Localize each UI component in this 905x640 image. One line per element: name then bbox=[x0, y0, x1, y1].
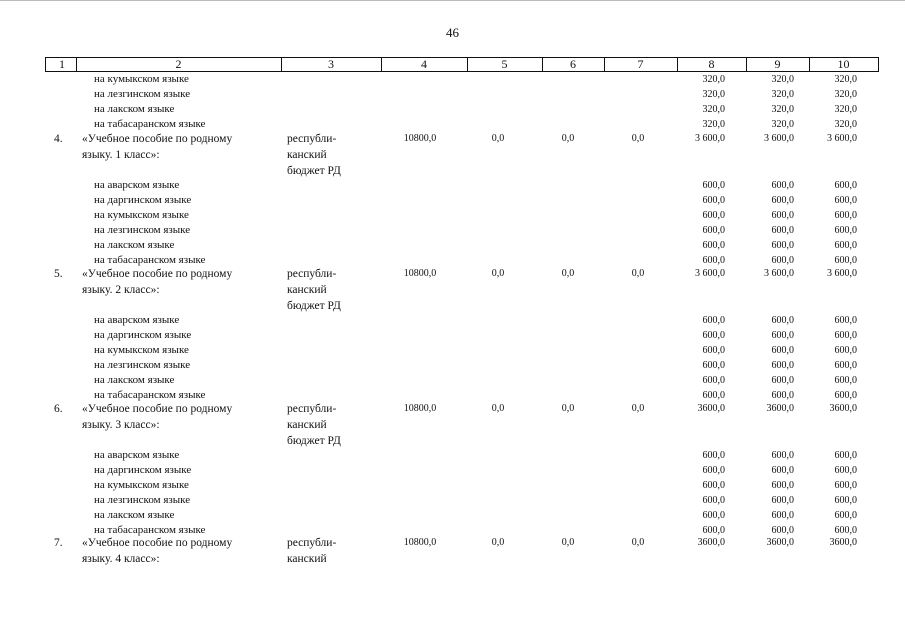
col-header-2: 2 bbox=[175, 57, 182, 71]
sub-row-label: на лакском языке bbox=[94, 374, 175, 386]
item-fund-line3: бюджет РД bbox=[287, 435, 341, 447]
sub-row-col8: 600,0 bbox=[702, 180, 725, 191]
sub-row-label: на кумыкском языке bbox=[94, 209, 189, 221]
col-header-9: 9 bbox=[774, 57, 781, 71]
sub-row-col9: 600,0 bbox=[771, 510, 794, 521]
lead-row-label: на лакском языке bbox=[94, 103, 175, 115]
item-number: 6. bbox=[54, 403, 63, 415]
item-col8: 3600,0 bbox=[697, 537, 725, 548]
sub-row-col9: 600,0 bbox=[771, 225, 794, 236]
sub-row-col10: 600,0 bbox=[834, 495, 857, 506]
item-fund-line2: канский bbox=[287, 419, 327, 431]
item-col9: 3600,0 bbox=[766, 537, 794, 548]
item-title-line2: языку. 2 класс»: bbox=[82, 284, 160, 296]
sub-row-label: на аварском языке bbox=[94, 179, 180, 191]
lead-row-col8: 320,0 bbox=[702, 89, 725, 100]
item-col5: 0,0 bbox=[491, 537, 505, 548]
sub-row-label: на даргинском языке bbox=[94, 194, 192, 206]
lead-row-col9: 320,0 bbox=[771, 89, 794, 100]
sub-row-col8: 600,0 bbox=[702, 360, 725, 371]
lead-row-col10: 320,0 bbox=[834, 74, 857, 85]
sub-row-col10: 600,0 bbox=[834, 225, 857, 236]
sub-row-col10: 600,0 bbox=[834, 525, 857, 536]
item-fund-line1: республи- bbox=[287, 268, 337, 280]
lead-row-col10: 320,0 bbox=[834, 89, 857, 100]
sub-row-label: на аварском языке bbox=[94, 314, 180, 326]
sub-row-col8: 600,0 bbox=[702, 345, 725, 356]
sub-row-col9: 600,0 bbox=[771, 315, 794, 326]
sub-row-col10: 600,0 bbox=[834, 330, 857, 341]
sub-row-col9: 600,0 bbox=[771, 465, 794, 476]
lead-row-col10: 320,0 bbox=[834, 119, 857, 130]
item-col7: 0,0 bbox=[631, 133, 645, 144]
item-col10: 3600,0 bbox=[829, 537, 857, 548]
sub-row-col10: 600,0 bbox=[834, 180, 857, 191]
sub-row-col10: 600,0 bbox=[834, 465, 857, 476]
sub-row-col8: 600,0 bbox=[702, 330, 725, 341]
sub-row-col8: 600,0 bbox=[702, 225, 725, 236]
sub-row-label: на табасаранском языке bbox=[94, 524, 206, 536]
lead-row-label: на лезгинском языке bbox=[94, 88, 191, 100]
sub-row-col10: 600,0 bbox=[834, 360, 857, 371]
sub-row-label: на лакском языке bbox=[94, 239, 175, 251]
item-number: 4. bbox=[54, 133, 63, 145]
item-col6: 0,0 bbox=[561, 268, 575, 279]
sub-row-col9: 600,0 bbox=[771, 195, 794, 206]
item-col10: 3 600,0 bbox=[827, 133, 857, 144]
sub-row-col9: 600,0 bbox=[771, 495, 794, 506]
item-fund-line1: республи- bbox=[287, 403, 337, 415]
item-col5: 0,0 bbox=[491, 268, 505, 279]
sub-row-label: на даргинском языке bbox=[94, 329, 192, 341]
sub-row-label: на табасаранском языке bbox=[94, 254, 206, 266]
sub-row-col9: 600,0 bbox=[771, 210, 794, 221]
sub-row-label: на лезгинском языке bbox=[94, 359, 191, 371]
sub-row-col10: 600,0 bbox=[834, 210, 857, 221]
item-col7: 0,0 bbox=[631, 403, 645, 414]
item-col9: 3600,0 bbox=[766, 403, 794, 414]
item-number: 5. bbox=[54, 268, 63, 280]
sub-row-label: на лезгинском языке bbox=[94, 494, 191, 506]
sub-row-col10: 600,0 bbox=[834, 390, 857, 401]
item-col6: 0,0 bbox=[561, 403, 575, 414]
item-number: 7. bbox=[54, 537, 63, 549]
item-col9: 3 600,0 bbox=[764, 133, 794, 144]
item-col8: 3600,0 bbox=[697, 403, 725, 414]
sub-row-col8: 600,0 bbox=[702, 510, 725, 521]
lead-row-col9: 320,0 bbox=[771, 104, 794, 115]
item-title-line1: «Учебное пособие по родному bbox=[82, 537, 233, 549]
sub-row-label: на лакском языке bbox=[94, 509, 175, 521]
lead-row-col10: 320,0 bbox=[834, 104, 857, 115]
sub-row-col8: 600,0 bbox=[702, 390, 725, 401]
lead-row-col8: 320,0 bbox=[702, 104, 725, 115]
page-number: 46 bbox=[446, 25, 459, 40]
sub-row-col9: 600,0 bbox=[771, 390, 794, 401]
lead-row-col8: 320,0 bbox=[702, 119, 725, 130]
item-title-line1: «Учебное пособие по родному bbox=[82, 133, 233, 145]
sub-row-col8: 600,0 bbox=[702, 495, 725, 506]
sub-row-col10: 600,0 bbox=[834, 255, 857, 266]
col-header-8: 8 bbox=[708, 57, 715, 71]
sub-row-col8: 600,0 bbox=[702, 480, 725, 491]
sub-row-col8: 600,0 bbox=[702, 255, 725, 266]
sub-row-col8: 600,0 bbox=[702, 465, 725, 476]
item-title-line1: «Учебное пособие по родному bbox=[82, 403, 233, 415]
item-col9: 3 600,0 bbox=[764, 268, 794, 279]
item-fund-line3: бюджет РД bbox=[287, 300, 341, 312]
item-fund-line2: канский bbox=[287, 284, 327, 296]
col-header-6: 6 bbox=[570, 57, 576, 71]
lead-row-label: на кумыкском языке bbox=[94, 73, 189, 85]
item-title-line2: языку. 1 класс»: bbox=[82, 149, 160, 161]
sub-row-label: на табасаранском языке bbox=[94, 389, 206, 401]
col-header-10: 10 bbox=[837, 57, 850, 71]
sub-row-col10: 600,0 bbox=[834, 510, 857, 521]
sub-row-col9: 600,0 bbox=[771, 360, 794, 371]
sub-row-col9: 600,0 bbox=[771, 330, 794, 341]
sub-row-col10: 600,0 bbox=[834, 375, 857, 386]
sub-row-col9: 600,0 bbox=[771, 525, 794, 536]
sub-row-label: на аварском языке bbox=[94, 449, 180, 461]
sub-row-col8: 600,0 bbox=[702, 525, 725, 536]
sub-row-col10: 600,0 bbox=[834, 240, 857, 251]
item-col4: 10800,0 bbox=[403, 403, 437, 414]
item-fund-line2: канский bbox=[287, 553, 327, 565]
sub-row-col8: 600,0 bbox=[702, 375, 725, 386]
sub-row-col8: 600,0 bbox=[702, 240, 725, 251]
item-col10: 3 600,0 bbox=[827, 268, 857, 279]
sub-row-col10: 600,0 bbox=[834, 195, 857, 206]
item-fund-line1: республи- bbox=[287, 537, 337, 549]
sub-row-col9: 600,0 bbox=[771, 450, 794, 461]
col-header-3: 3 bbox=[328, 57, 334, 71]
item-title-line2: языку. 4 класс»: bbox=[82, 553, 160, 565]
sub-row-col10: 600,0 bbox=[834, 480, 857, 491]
item-col4: 10800,0 bbox=[403, 268, 437, 279]
sub-row-label: на кумыкском языке bbox=[94, 479, 189, 491]
item-col7: 0,0 bbox=[631, 268, 645, 279]
item-col5: 0,0 bbox=[491, 403, 505, 414]
sub-row-col9: 600,0 bbox=[771, 375, 794, 386]
sub-row-label: на даргинском языке bbox=[94, 464, 192, 476]
sub-row-col8: 600,0 bbox=[702, 195, 725, 206]
sub-row-col9: 600,0 bbox=[771, 240, 794, 251]
item-col4: 10800,0 bbox=[403, 537, 437, 548]
sub-row-col10: 600,0 bbox=[834, 345, 857, 356]
item-fund-line1: республи- bbox=[287, 133, 337, 145]
sub-row-label: на кумыкском языке bbox=[94, 344, 189, 356]
item-col8: 3 600,0 bbox=[695, 268, 725, 279]
item-fund-line3: бюджет РД bbox=[287, 165, 341, 177]
table-header bbox=[45, 57, 879, 72]
lead-row-col9: 320,0 bbox=[771, 74, 794, 85]
item-col4: 10800,0 bbox=[403, 133, 437, 144]
sub-row-label: на лезгинском языке bbox=[94, 224, 191, 236]
lead-row-col8: 320,0 bbox=[702, 74, 725, 85]
item-col5: 0,0 bbox=[491, 133, 505, 144]
sub-row-col9: 600,0 bbox=[771, 480, 794, 491]
item-col8: 3 600,0 bbox=[695, 133, 725, 144]
item-col10: 3600,0 bbox=[829, 403, 857, 414]
item-title-line2: языку. 3 класс»: bbox=[82, 419, 160, 431]
sub-row-col10: 600,0 bbox=[834, 315, 857, 326]
col-header-5: 5 bbox=[501, 57, 508, 71]
col-header-4: 4 bbox=[421, 57, 427, 71]
sub-row-col9: 600,0 bbox=[771, 180, 794, 191]
col-header-7: 7 bbox=[637, 57, 644, 71]
sub-row-col8: 600,0 bbox=[702, 450, 725, 461]
item-col6: 0,0 bbox=[561, 133, 575, 144]
lead-row-label: на табасаранском языке bbox=[94, 118, 206, 130]
sub-row-col8: 600,0 bbox=[702, 210, 725, 221]
sub-row-col10: 600,0 bbox=[834, 450, 857, 461]
sub-row-col9: 600,0 bbox=[771, 255, 794, 266]
sub-row-col9: 600,0 bbox=[771, 345, 794, 356]
col-header-1: 1 bbox=[59, 57, 65, 71]
sub-row-col8: 600,0 bbox=[702, 315, 725, 326]
lead-row-col9: 320,0 bbox=[771, 119, 794, 130]
item-col7: 0,0 bbox=[631, 537, 645, 548]
top-rule bbox=[0, 0, 905, 1]
item-fund-line2: канский bbox=[287, 149, 327, 161]
item-col6: 0,0 bbox=[561, 537, 575, 548]
item-title-line1: «Учебное пособие по родному bbox=[82, 268, 233, 280]
